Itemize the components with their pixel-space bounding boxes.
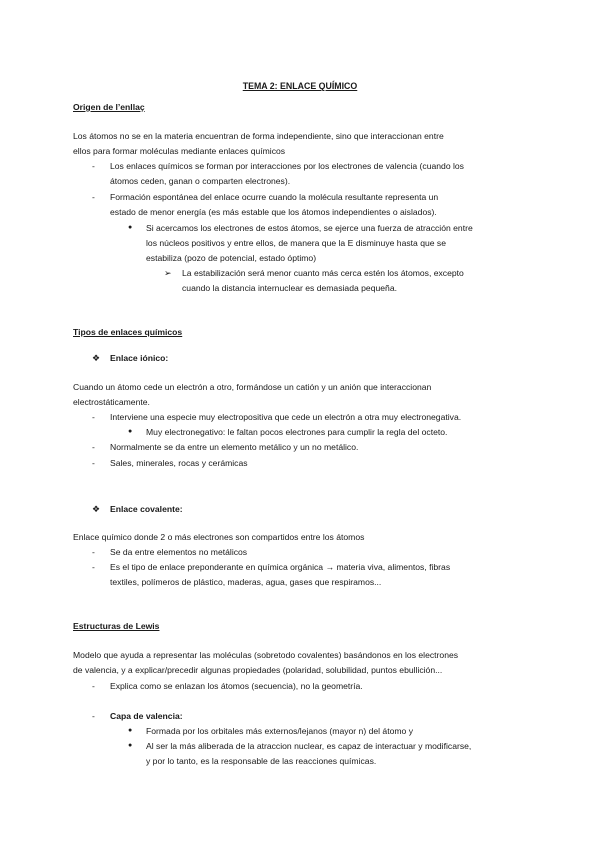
list-item-line: estado de menor energía (es más estable que los átomos independientes o aislados). bbox=[110, 207, 437, 217]
list-item-line: Explica como se enlazan los átomos (secuencia), no la geometría. bbox=[110, 681, 363, 691]
diamond-bullet-icon: ❖ bbox=[92, 504, 101, 514]
dash-marker: - bbox=[92, 547, 95, 557]
dash-marker: - bbox=[92, 711, 95, 721]
list-item-line: estabiliza (pozo de potencial, estado óptimo) bbox=[146, 253, 317, 263]
dash-marker: - bbox=[92, 442, 95, 452]
paragraph-line: de valencia, y a explicar/precedir algunas propiedades (polaridad, solubilidad, puntos ebullición... bbox=[73, 665, 443, 675]
page-title: TEMA 2: ENLACE QUÍMICO bbox=[242, 81, 358, 91]
list-item-line: Interviene una especie muy electropositiva que cede un electrón a otra muy electronegativa. bbox=[110, 412, 462, 422]
list-item-line: Normalmente se da entre un elemento metálico y un no metálico. bbox=[110, 442, 359, 452]
list-item-line: y por lo tanto, es la responsable de las reacciones químicas. bbox=[146, 756, 377, 766]
dash-marker: - bbox=[92, 412, 95, 422]
list-item-line: textiles, polímeros de plástico, maderas, agua, gases que respiramos... bbox=[110, 577, 382, 587]
section-heading-tipos: Tipos de enlaces químicos bbox=[73, 327, 183, 337]
dash-marker: - bbox=[92, 192, 95, 202]
subheading-ionic: Enlace iónico: bbox=[110, 353, 169, 363]
list-item-line: Si acercamos los electrones de estos átomos, se ejerce una fuerza de atracción entre bbox=[146, 223, 473, 233]
list-item-line: Formada por los orbitales más externos/lejanos (mayor n) del átomo y bbox=[146, 726, 413, 736]
dash-marker: - bbox=[92, 562, 95, 572]
paragraph-line: ellos para formar moléculas mediante enlaces químicos bbox=[73, 146, 286, 156]
list-item-line: Se da entre elementos no metálicos bbox=[110, 547, 248, 557]
paragraph-line: electrostáticamente. bbox=[73, 397, 150, 407]
diamond-bullet-icon: ❖ bbox=[92, 353, 101, 363]
paragraph-line: Enlace químico donde 2 o más electrones son compartidos entre los átomos bbox=[73, 532, 365, 542]
section-heading-origen: Origen de l’enllaç bbox=[73, 102, 145, 112]
bullet-icon: ● bbox=[128, 224, 133, 231]
list-item-line: La estabilización será menor cuanto más cerca estén los átomos, excepto bbox=[182, 268, 464, 278]
paragraph-line: Cuando un átomo cede un electrón a otro, formándose un catión y un anión que interaccionan bbox=[73, 382, 432, 392]
list-item-line: cuando la distancia internuclear es demasiada pequeña. bbox=[182, 283, 397, 293]
list-item-line: Sales, minerales, rocas y cerámicas bbox=[110, 458, 248, 468]
list-item-line: Los enlaces químicos se forman por interacciones por los electrones de valencia (cuando los bbox=[110, 161, 464, 171]
bullet-icon: ● bbox=[128, 742, 133, 749]
paragraph-line: Los átomos no se en la materia encuentran de forma independiente, sino que interaccionan entre bbox=[73, 131, 444, 141]
dash-marker: - bbox=[92, 681, 95, 691]
bullet-icon: ● bbox=[128, 727, 133, 734]
list-item-line: Formación espontánea del enlace ocurre cuando la molécula resultante representa un bbox=[110, 192, 439, 202]
list-item-line: átomos ceden, ganan o comparten electrones). bbox=[110, 176, 291, 186]
section-heading-lewis: Estructuras de Lewis bbox=[73, 621, 160, 631]
arrow-bullet-icon: ➢ bbox=[164, 268, 172, 278]
dash-marker: - bbox=[92, 458, 95, 468]
list-item-line: Es el tipo de enlace preponderante en química orgánica → materia viva, alimentos, fibras bbox=[110, 562, 451, 572]
bullet-icon: ● bbox=[128, 428, 133, 435]
list-item-line: Al ser la más aliberada de la atraccion nuclear, es capaz de interactuar y modificarse, bbox=[146, 741, 472, 751]
list-item-line: los núcleos positivos y entre ellos, de manera que la E disminuye hasta que se bbox=[146, 238, 446, 248]
subheading-covalent: Enlace covalente: bbox=[110, 504, 183, 514]
paragraph-line: Modelo que ayuda a representar las moléculas (sobretodo covalentes) basándonos en los electrones bbox=[73, 650, 459, 660]
list-item-line: Muy electronegativo: le faltan pocos electrones para cumplir la regla del octeto. bbox=[146, 427, 448, 437]
subheading-valence-shell: Capa de valencia: bbox=[110, 711, 183, 721]
dash-marker: - bbox=[92, 161, 95, 171]
